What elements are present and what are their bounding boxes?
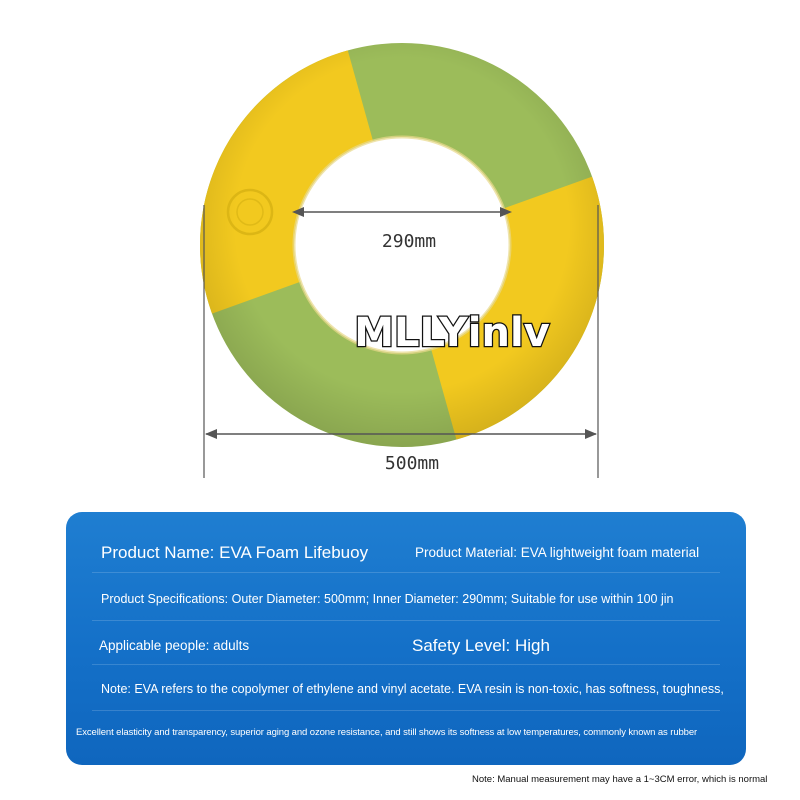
inner-diameter-label: 290mm xyxy=(381,231,437,252)
product-info-panel xyxy=(66,512,746,765)
applicable-people: Applicable people: adults xyxy=(99,638,250,653)
eva-note-line1: Note: EVA refers to the copolymer of ethylene and vinyl acetate. EVA resin is non-toxic, has softness, toughness, xyxy=(101,682,724,696)
safety-level: Safety Level: High xyxy=(412,636,550,655)
outer-arrow-left-head xyxy=(205,429,217,439)
divider xyxy=(92,664,720,665)
product-name: Product Name: EVA Foam Lifebuoy xyxy=(101,543,369,562)
watermark-text: MLLYinlv xyxy=(354,310,550,356)
product-material: Product Material: EVA lightweight foam material xyxy=(415,545,700,560)
product-specifications: Product Specifications: Outer Diameter: 500mm; Inner Diameter: 290mm; Suitable for use within 100 jin xyxy=(101,592,674,606)
measurement-footnote: Note: Manual measurement may have a 1~3CM error, which is normal xyxy=(472,774,768,785)
divider xyxy=(92,710,720,711)
eva-note-line2: Excellent elasticity and transparency, superior aging and ozone resistance, and still shows its softness at low temperatures, commonly known as rubber xyxy=(76,727,698,738)
outer-arrow-right-head xyxy=(585,429,597,439)
outer-diameter-label: 500mm xyxy=(384,453,440,474)
divider xyxy=(92,620,720,621)
divider xyxy=(92,572,720,573)
